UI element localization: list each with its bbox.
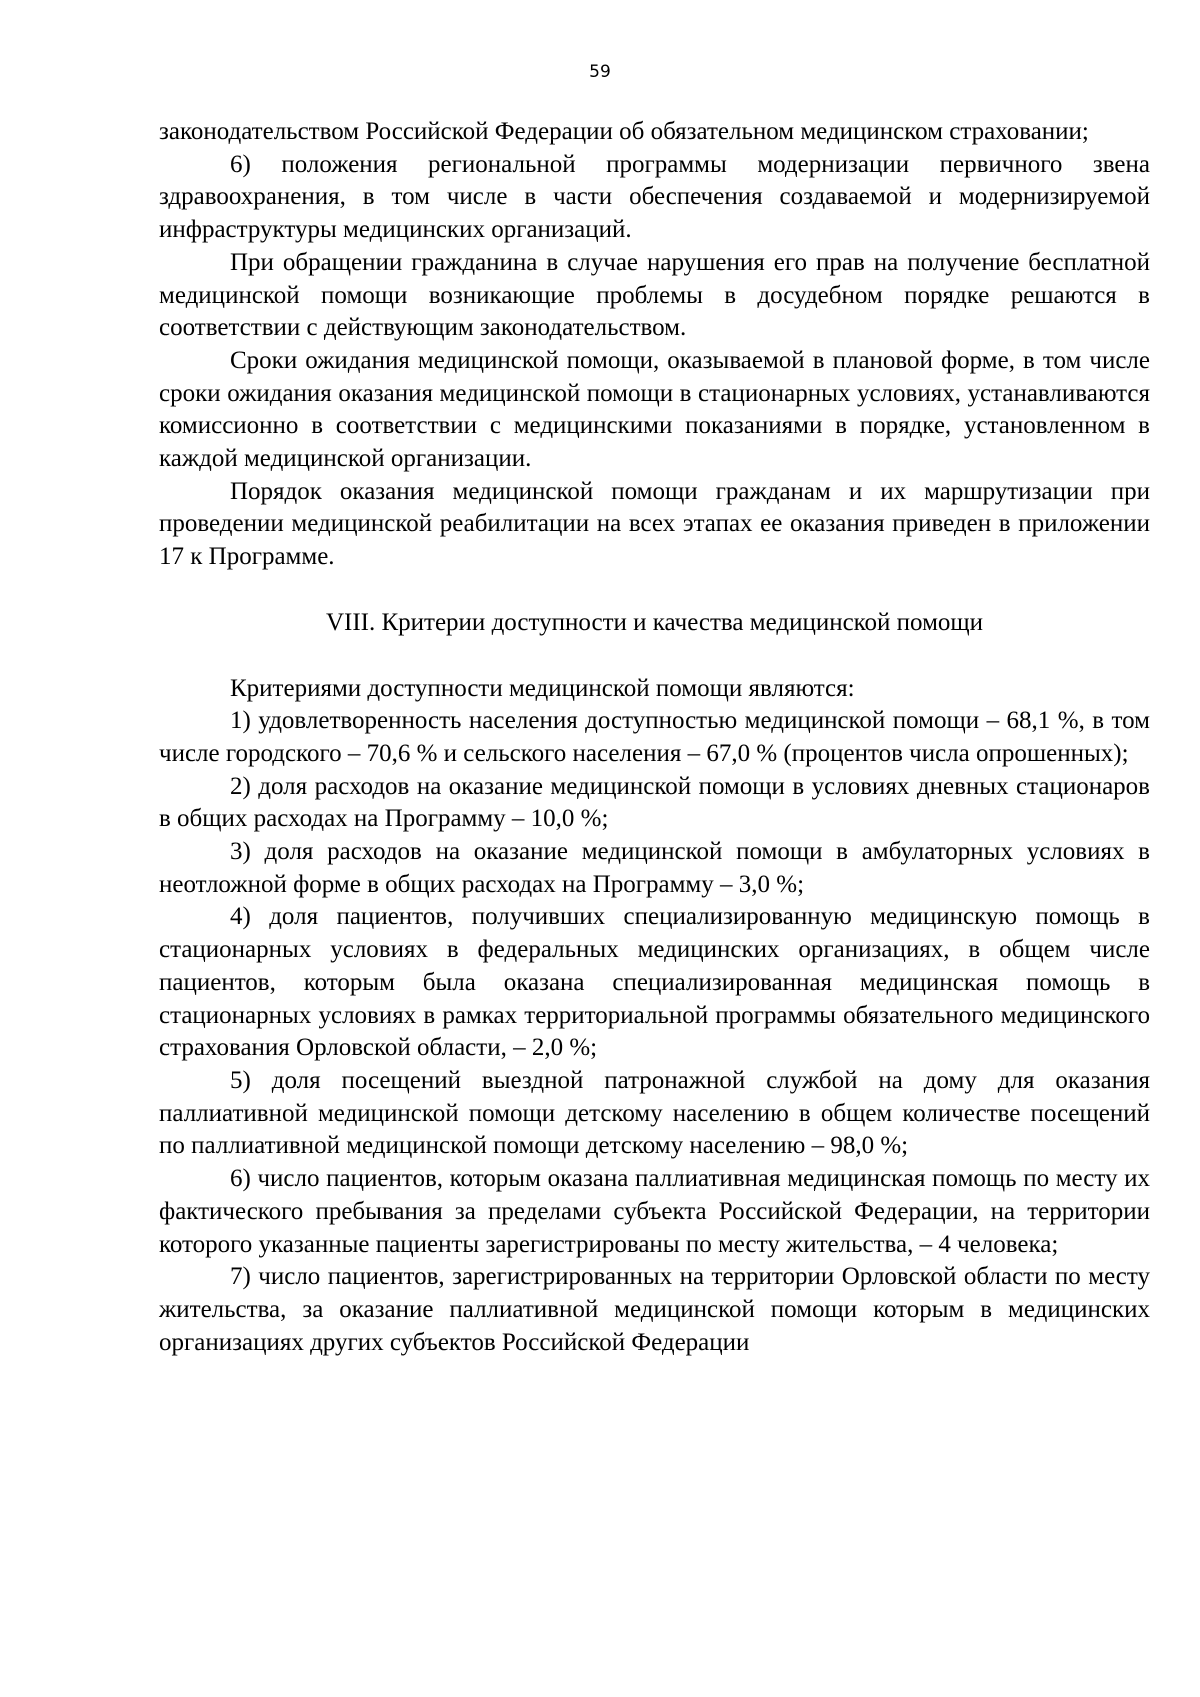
list-item: 2) доля расходов на оказание медицинской помощи в условиях дневных стационаров в общих расходах на Программу – 10,0 %;	[159, 772, 1150, 833]
list-item: 5) доля посещений выездной патронажной службой на дому для оказания паллиативной медицинской помощи детскому населению в общем количестве посещений по паллиативной медицинской помощи детскому населению – 98,0 %;	[159, 1066, 1150, 1160]
paragraph: Критериями доступности медицинской помощи являются:	[230, 674, 855, 702]
page-number: 59	[589, 62, 611, 82]
paragraph: Сроки ожидания медицинской помощи, оказываемой в плановой форме, в том числе сроки ожидания оказания медицинской помощи в стационарных условиях, устанавливаются комиссионно в соответствии с медицинскими показаниями в порядке, установленном в каждой медицинской организации.	[159, 346, 1150, 473]
section-heading: VIII. Критерии доступности и качества медицинской помощи	[325, 608, 984, 636]
list-item: 7) число пациентов, зарегистрированных на территории Орловской области по месту жительства, за оказание паллиативной медицинской помощи которым в медицинских организациях других субъектов Российской Федерации	[159, 1263, 1150, 1356]
paragraph: Порядок оказания медицинской помощи гражданам и их маршрутизации при проведении медицинской реабилитации на всех этапах ее оказания приведен в приложении 17 к Программе.	[159, 477, 1150, 571]
list-item: 4) доля пациентов, получивших специализированную медицинскую помощь в стационарных условиях в федеральных медицинских организациях, в общем числе пациентов, которым была оказана специализированная медицинская помощь в стационарных условиях в рамках территориальной программы обязательного медицинского страхования Орловской области, – 2,0 %;	[159, 903, 1150, 1062]
paragraph: 6) положения региональной программы модернизации первичного звена здравоохранения, в том числе в части обеспечения создаваемой и модернизируемой инфраструктуры медицинских организаций.	[159, 150, 1150, 244]
list-item: 1) удовлетворенность населения доступностью медицинской помощи – 68,1 %, в том числе городского – 70,6 % и сельского населения – 67,0 % (процентов числа опрошенных);	[159, 707, 1150, 767]
list-item: 3) доля расходов на оказание медицинской помощи в амбулаторных условиях в неотложной форме в общих расходах на Программу – 3,0 %;	[159, 838, 1150, 898]
paragraph-continuation: законодательством Российской Федерации об обязательном медицинском страховании;	[159, 118, 1089, 145]
document-body	[159, 116, 1150, 1359]
list-item: 6) число пациентов, которым оказана паллиативная медицинская помощь по месту их фактического пребывания за пределами субъекта Российской Федерации, на территории которого указанные пациенты зарегистрированы по месту жительства, – 4 человека;	[159, 1165, 1150, 1258]
paragraph: При обращении гражданина в случае нарушения его прав на получение бесплатной медицинской помощи возникающие проблемы в досудебном порядке решаются в соответствии с действующим законодательством.	[159, 248, 1150, 342]
